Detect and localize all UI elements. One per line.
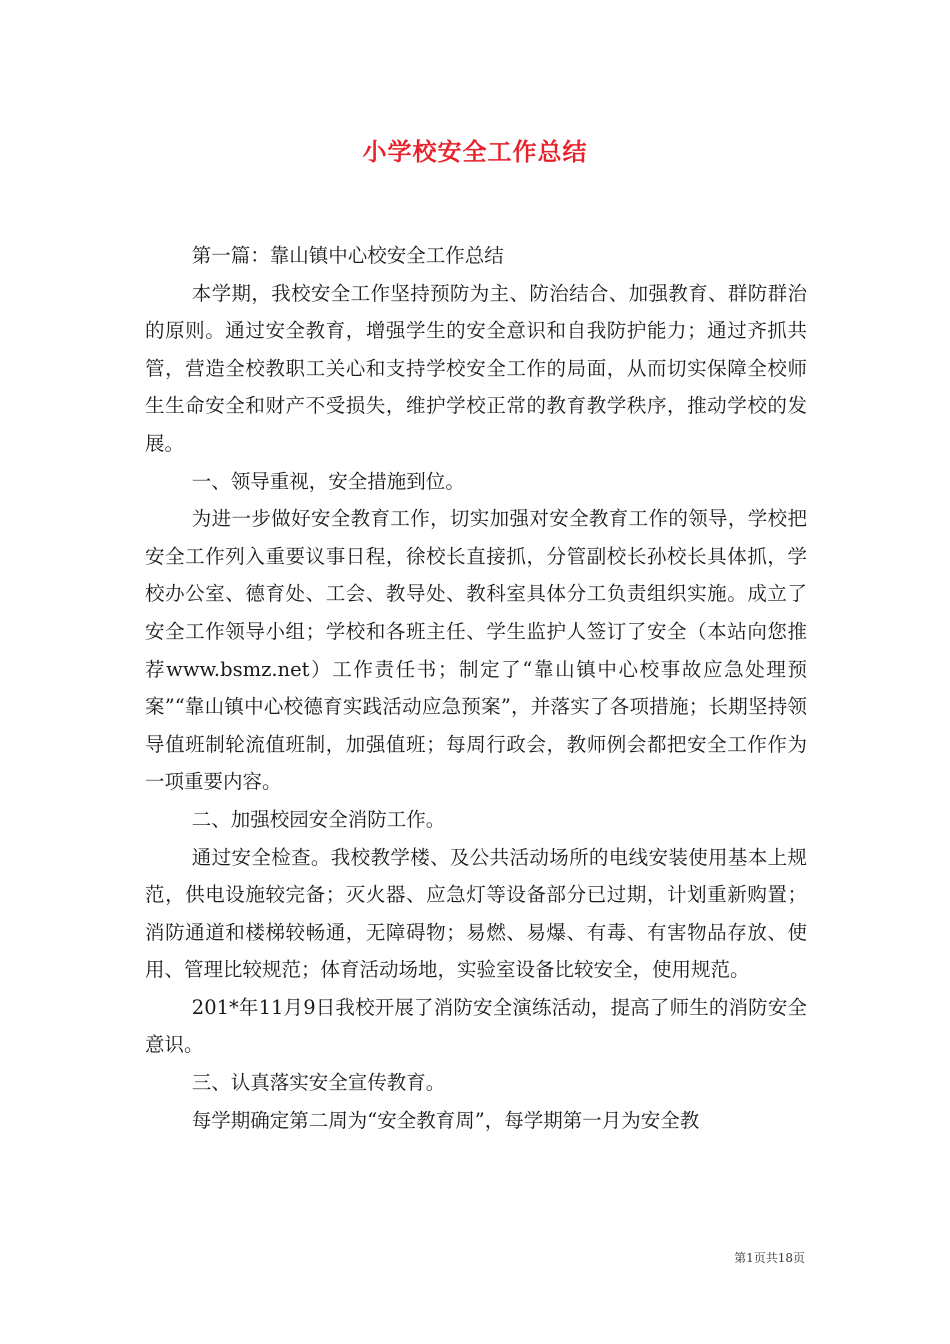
section-heading: 三、认真落实安全宣传教育。 xyxy=(191,1071,446,1095)
page-number-footer: 第1页共18页 xyxy=(734,1251,805,1265)
document-body xyxy=(145,237,807,1139)
paragraph: 为进一步做好安全教育工作，切实加强对安全教育工作的领导，学校把安全工作列入重要议事日程，徐校长直接抓，分管副校长孙校长具体抓，学校办公室、德育处、工会、教导处、教科室具体分工负责组织实施。成立了安全工作领导小组；学校和各班主任、学生监护人签订了安全（本站向您推荐www.bsmz.net）工作责任书；制定了“靠山镇中心校事故应急处理预案”“靠山镇中心校德育实践活动应急预案”，并落实了各项措施；长期坚持领导值班制轮流值班制，加强值班；每周行政会，教师例会都把安全工作作为一项重要内容。 xyxy=(145,507,807,794)
section-heading: 第一篇：靠山镇中心校安全工作总结 xyxy=(191,244,504,267)
document-title: 小学校安全工作总结 xyxy=(362,137,588,166)
section-heading: 一、领导重视，安全措施到位。 xyxy=(191,469,465,493)
section-heading: 二、加强校园安全消防工作。 xyxy=(191,807,446,831)
paragraph: 本学期，我校安全工作坚持预防为主、防治结合、加强教育、群防群治的原则。通过安全教育，增强学生的安全意识和自我防护能力；通过齐抓共管，营造全校教职工关心和支持学校安全工作的局面，从而切实保障全校师生生命安全和财产不受损失，维护学校正常的教育教学秩序，推动学校的发展。 xyxy=(145,281,807,455)
paragraph: 201*年11月9日我校开展了消防安全演练活动，提高了师生的消防安全意识。 xyxy=(145,995,807,1057)
paragraph: 通过安全检查。我校教学楼、及公共活动场所的电线安装使用基本上规范，供电设施较完备；灭火器、应急灯等设备部分已过期，计划重新购置；消防通道和楼梯较畅通，无障碍物；易燃、易爆、有毒、有害物品存放、使用、管理比较规范；体育活动场地，实验室设备比较安全，使用规范。 xyxy=(145,845,807,982)
paragraph: 每学期确定第二周为“安全教育周”，每学期第一月为安全教 xyxy=(191,1108,700,1132)
